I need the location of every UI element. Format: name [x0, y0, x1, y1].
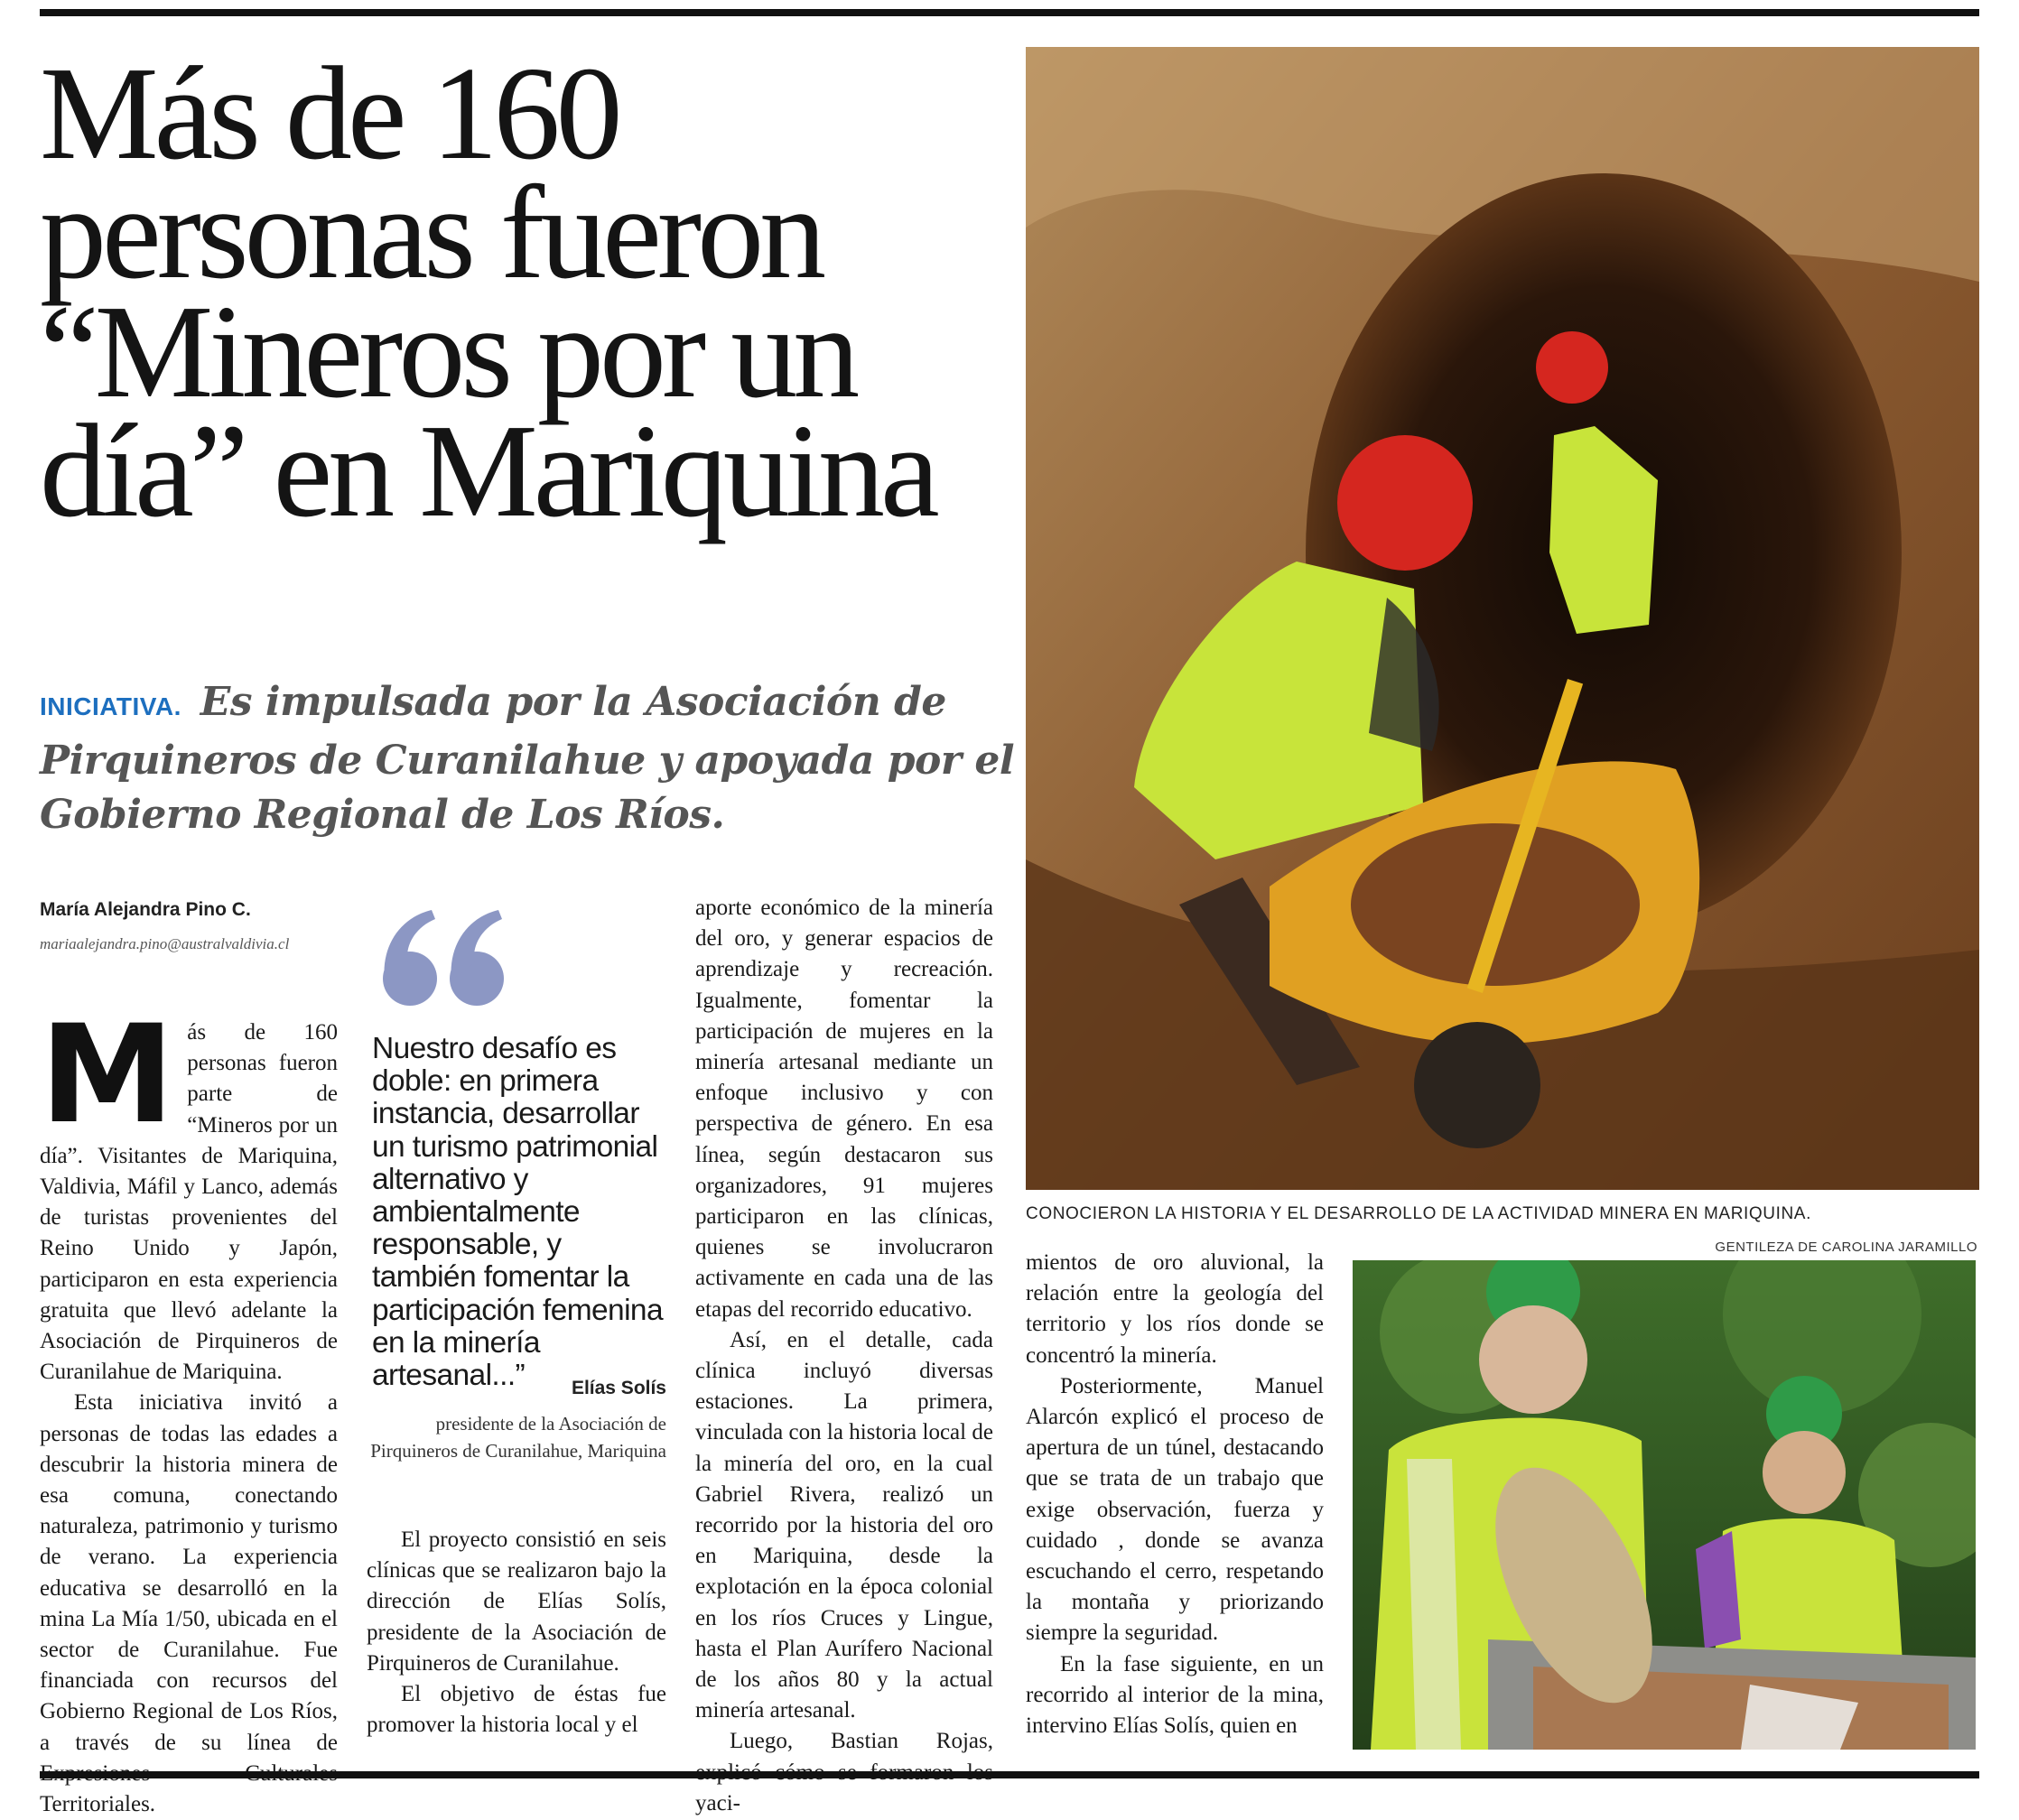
deck-text: Es impulsada por la Asociación de Pirquineros de Curanilahue y apoyada por el Gobierno Regional de Los Ríos. — [40, 679, 1015, 838]
headline — [40, 40, 1015, 545]
bottom-rule — [40, 1771, 1979, 1778]
drop-cap: M — [40, 997, 175, 1154]
kicker: INICIATIVA. — [40, 692, 181, 720]
article-paragraph: El objetivo de éstas fue promover la historia local y el — [367, 1682, 666, 1738]
byline-email[interactable]: mariaalejandra.pino@australvaldivia.cl — [40, 935, 290, 952]
second-photo-gold-panning — [1353, 1260, 1976, 1750]
main-photo-mine-tunnel — [1026, 47, 1979, 1190]
photo-credit: GENTILEZA DE CAROLINA JARAMILLO — [1715, 1240, 1977, 1255]
article-paragraph: Así, en el detalle, cada clínica incluyó diversas estaciones. La primera, vinculada con la historia local de la minería del oro, en la cual Gabriel Rivera, realizó un recorrido por la historia del oro en Mariquina, desde la explotación en la época colonial en los ríos Cruces y Lingue, hasta el Plan Aurífero Nacional de los años 80 y la actual minería artesanal. — [695, 1327, 993, 1723]
article-column-4 — [1026, 1248, 1324, 1741]
article-paragraph: mientos de oro aluvional, la relación entre la geología del territorio y los ríos donde se concentró la minería. — [1026, 1250, 1324, 1368]
article-paragraph: Luego, Bastian Rojas, yaci- — [695, 1729, 993, 1815]
quote-author: Elías Solís — [571, 1378, 666, 1398]
deck — [40, 675, 1015, 842]
pull-quote: Nuestro desafío es doble: en primera instancia, desarrollar un turismo patrimonial alternativo y ambientalmente responsable, y también fomentar la participación femenina en la minería artesanal...” — [372, 1032, 663, 1393]
article-column-3 — [695, 893, 993, 1819]
open-quote-mark-icon — [372, 905, 516, 1013]
quote-author-role: presidente de la Asociación de Pirquineros de Curanilahue, Mariquina — [370, 1413, 666, 1462]
article-column-2 — [367, 1525, 666, 1741]
byline-name: María Alejandra Pino C. — [40, 899, 251, 920]
top-rule — [40, 9, 1979, 16]
headline-line-1: Más de 160 — [40, 40, 619, 188]
headline-line-3: “Mineros por un — [40, 278, 856, 426]
headline-line-4: día” en Mariquina — [40, 397, 935, 545]
article-paragraph: Posteriormente, Manuel Alarcón explicó el proceso de apertura de un túnel, destacando que se trata de un trabajo que exige observación, fuerza y cuidado , donde se avanza escuchando el cerro, respetando la montaña y priorizando siempre la seguridad. — [1026, 1373, 1324, 1646]
article-paragraph: Más de 160 personas fueron parte de “Mineros por un día”. Visitantes de Mariquina, Valdivia, Máfil y Lanco, además de turistas provenientes del Reino Unido y Japón, participaron en esta experiencia gratuita que llevó adelante la Asociación de Pirquineros de Curanilahue de Mariquina. — [40, 997, 338, 1385]
photo-caption: CONOCIERON LA HISTORIA Y EL DESARROLLO DE LA ACTIVIDAD MINERA EN MARIQUINA. — [1026, 1204, 1811, 1223]
headline-line-2: personas fueron — [40, 159, 823, 307]
article-paragraph: Esta iniciativa invitó a personas de todas las edades a descubrir la historia minera de esa comuna, conectando naturaleza, patrimonio y turismo de verano. La experiencia educativa se desarrolló en la mina La Mía 1/50, ubicada en el sector de Curanilahue. Fue financiada con recursos del Gobierno Regional de Los Ríos, a través de su línea de Territoriales. — [40, 1390, 338, 1817]
article-paragraph: aporte económico de la minería del oro, y generar espacios de aprendizaje y recreación. Igualmente, fomentar la participación de mujeres en la minería artesanal mediante un enfoque inclusivo y con perspectiva de género. En esa línea, según destacaron sus organizadores, 91 mujeres participaron en las clínicas, quienes se involucraron activamente en cada una de las etapas del recorrido educativo. — [695, 896, 993, 1322]
article-paragraph: En la fase siguiente, en un recorrido al interior de la mina, intervino Elías Solís, quien en — [1026, 1651, 1324, 1739]
article-paragraph: El proyecto consistió en seis clínicas que se realizaron bajo la dirección de Elías Solís, presidente de la Asociación de Pirquineros de Curanilahue. — [367, 1528, 666, 1676]
article-column-1 — [40, 997, 338, 1820]
